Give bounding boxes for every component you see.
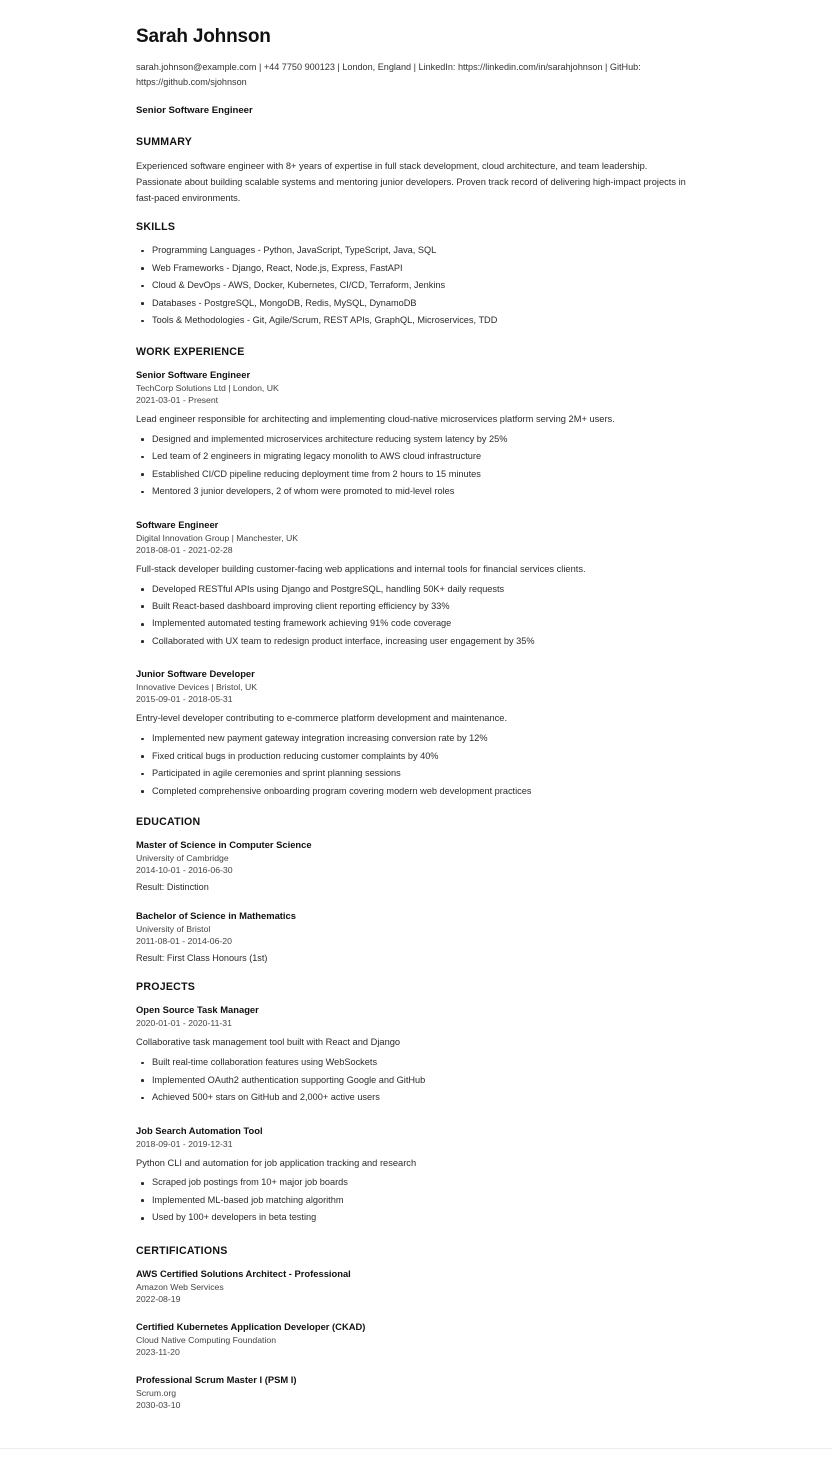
education-entries: [136, 839, 694, 963]
list-item: Participated in agile ceremonies and sprint planning sessions: [136, 767, 694, 784]
certification-entries: [136, 1268, 694, 1410]
skill-item: Programming Languages - Python, JavaScript, TypeScript, Java, SQL: [136, 244, 694, 261]
education-entry: [136, 910, 694, 963]
certification-issuer: Scrum.org: [136, 1387, 177, 1398]
work-bullets: [136, 433, 694, 503]
education-degree: Master of Science in Computer Science: [136, 839, 312, 851]
work-role: Junior Software Developer: [136, 668, 255, 680]
work-dates: 2018-08-01 - 2021-02-28: [136, 544, 233, 555]
section-education: [136, 816, 694, 963]
certification-name: Certified Kubernetes Application Developer (CKAD): [136, 1320, 366, 1332]
list-item: Led team of 2 engineers in migrating legacy monolith to AWS cloud infrastructure: [136, 450, 694, 467]
certification-date: 2023-11-20: [136, 1346, 180, 1357]
list-item: Designed and implemented microservices architecture reducing system latency by 25%: [136, 433, 694, 450]
summary-text: Experienced software engineer with 8+ years of expertise in full stack development, cloud architecture, and team leadership. Passionate about building scalable systems and mentoring junior developers. Proven track record of delivering high-impact projects in fast-paced environments.: [136, 161, 686, 204]
education-entry: [136, 839, 694, 892]
work-entry: [136, 519, 694, 653]
skill-item: Databases - PostgreSQL, MongoDB, Redis, MySQL, DynamoDB: [136, 297, 694, 314]
certification-entry: [136, 1268, 694, 1304]
section-title-skills: SKILLS: [136, 221, 176, 234]
project-dates: 2020-01-01 - 2020-11-31: [136, 1018, 232, 1029]
work-bullets: [136, 732, 694, 802]
certification-name: AWS Certified Solutions Architect - Professional: [136, 1267, 351, 1279]
education-dates: 2014-10-01 - 2016-06-30: [136, 865, 233, 876]
work-dates: 2015-09-01 - 2018-05-31: [136, 694, 233, 705]
education-institution: University of Bristol: [136, 924, 211, 935]
list-item: Established CI/CD pipeline reducing deployment time from 2 hours to 15 minutes: [136, 468, 694, 485]
list-item: Scraped job postings from 10+ major job boards: [136, 1176, 694, 1193]
list-item: Achieved 500+ stars on GitHub and 2,000+ active users: [136, 1091, 694, 1108]
work-entry: [136, 668, 694, 802]
section-work-experience: [136, 346, 694, 802]
candidate-headline: Senior Software Engineer: [136, 105, 253, 117]
list-item: Mentored 3 junior developers, 2 of whom were promoted to mid-level roles: [136, 485, 694, 502]
work-company: TechCorp Solutions Ltd | London, UK: [136, 382, 279, 393]
list-item: Implemented ML-based job matching algorithm: [136, 1194, 694, 1211]
skill-item: Web Frameworks - Django, React, Node.js, Express, FastAPI: [136, 262, 694, 279]
project-bullets: [136, 1176, 694, 1228]
work-entries: [136, 369, 694, 802]
skill-item: Cloud & DevOps - AWS, Docker, Kubernetes, CI/CD, Terraform, Jenkins: [136, 279, 694, 296]
section-skills: [136, 221, 694, 331]
certification-issuer: Cloud Native Computing Foundation: [136, 1334, 277, 1345]
section-summary: [136, 136, 694, 207]
work-company: Innovative Devices | Bristol, UK: [136, 682, 258, 693]
list-item: Implemented automated testing framework achieving 91% code coverage: [136, 617, 694, 634]
skills-list: [136, 244, 694, 331]
page-bottom-divider: [0, 1448, 832, 1449]
work-role: Software Engineer: [136, 518, 219, 530]
project-name: Job Search Automation Tool: [136, 1124, 263, 1136]
list-item: Used by 100+ developers in beta testing: [136, 1211, 694, 1228]
section-projects: [136, 981, 694, 1229]
project-entry: [136, 1004, 694, 1108]
certification-name: Professional Scrum Master I (PSM I): [136, 1373, 297, 1385]
project-bullets: [136, 1056, 694, 1108]
work-dates: 2021-03-01 - Present: [136, 394, 219, 405]
work-entry: [136, 369, 694, 503]
certification-entry: [136, 1321, 694, 1357]
list-item: Developed RESTful APIs using Django and PostgreSQL, handling 50K+ daily requests: [136, 583, 694, 600]
work-company: Digital Innovation Group | Manchester, UK: [136, 532, 299, 543]
list-item: Fixed critical bugs in production reducing customer complaints by 40%: [136, 750, 694, 767]
education-result: Result: First Class Honours (1st): [136, 953, 268, 964]
section-title-certifications: CERTIFICATIONS: [136, 1244, 228, 1257]
work-role: Senior Software Engineer: [136, 368, 251, 380]
list-item: Implemented new payment gateway integration increasing conversion rate by 12%: [136, 732, 694, 749]
project-entries: [136, 1004, 694, 1229]
certification-entry: [136, 1374, 694, 1410]
section-certifications: [136, 1245, 694, 1410]
section-title-projects: PROJECTS: [136, 981, 196, 994]
education-dates: 2011-08-01 - 2014-06-20: [136, 936, 232, 947]
list-item: Built real-time collaboration features using WebSockets: [136, 1056, 694, 1073]
project-name: Open Source Task Manager: [136, 1004, 259, 1016]
project-description: Python CLI and automation for job application tracking and research: [136, 1157, 417, 1168]
project-dates: 2018-09-01 - 2019-12-31: [136, 1138, 233, 1149]
candidate-name: Sarah Johnson: [136, 26, 271, 47]
section-title-summary: SUMMARY: [136, 136, 193, 149]
project-description: Collaborative task management tool built with React and Django: [136, 1037, 401, 1048]
work-description: Entry-level developer contributing to e-commerce platform development and maintenance.: [136, 713, 508, 724]
education-institution: University of Cambridge: [136, 853, 229, 864]
list-item: Completed comprehensive onboarding program covering modern web development practices: [136, 785, 694, 802]
certification-date: 2030-03-10: [136, 1399, 181, 1410]
project-entry: [136, 1125, 694, 1229]
list-item: Implemented OAuth2 authentication supporting Google and GitHub: [136, 1074, 694, 1091]
work-description: Full-stack developer building customer-facing web applications and internal tools for financial services clients.: [136, 563, 586, 574]
work-bullets: [136, 583, 694, 653]
list-item: Collaborated with UX team to redesign product interface, increasing user engagement by 35%: [136, 635, 694, 652]
section-title-education: EDUCATION: [136, 816, 201, 829]
skill-item: Tools & Methodologies - Git, Agile/Scrum, REST APIs, GraphQL, Microservices, TDD: [136, 314, 694, 331]
education-degree: Bachelor of Science in Mathematics: [136, 910, 296, 922]
list-item: Built React-based dashboard improving client reporting efficiency by 33%: [136, 600, 694, 617]
certification-date: 2022-08-19: [136, 1293, 181, 1304]
contact-line: sarah.johnson@example.com | +44 7750 900123 | London, England | LinkedIn: https://linkedin.com/in/sarahjohnson | GitHub: https://github.com/sjohnson: [136, 62, 641, 87]
certification-issuer: Amazon Web Services: [136, 1281, 224, 1292]
work-description: Lead engineer responsible for architecting and implementing cloud-native microservices platform serving 2M+ users.: [136, 413, 615, 424]
education-result: Result: Distinction: [136, 882, 209, 893]
section-title-work-experience: WORK EXPERIENCE: [136, 345, 245, 358]
